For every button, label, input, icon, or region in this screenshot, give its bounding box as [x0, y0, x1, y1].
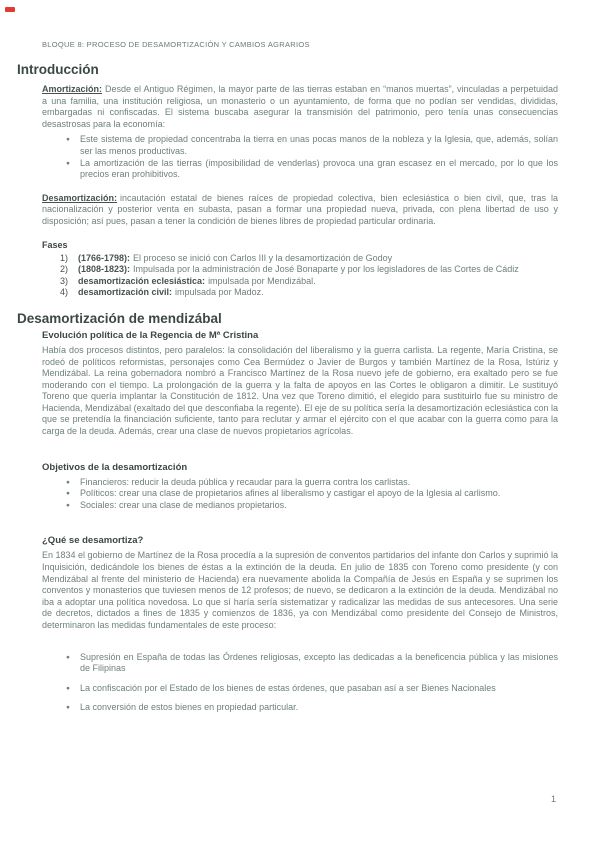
fases-numbered-list: [60, 253, 558, 299]
numbered-item: [60, 287, 558, 299]
list-item: ● Supresión en España de todas las Órdenes religiosas, excepto las dedicadas a la beneficencia pública y las misiones de Filipinas: [66, 652, 558, 675]
numbered-item: [60, 253, 558, 265]
paragraph-que-se-desamortiza: En 1834 el gobierno de Martínez de la Rosa procedía a la supresión de conventos partidarios del infante don Carlos y suprimió la Inquisición, dedicándole los bienes de éstas a la extinción de la deuda. En julio de 1835 con Toreno como presidente (y con Mendizábal al frente del ministerio de Hacienda) era nuevamente abolida la Compañía de Jesús en España y se suprimen los conventos y monasterios que tuviesen menos de 12 profesos; de nuevo, se dedicaron a la extinción de la deuda. Mendizábal no iba a adoptar una política novedosa. Lo que sí haría sería sistematizar y radicalizar las medidas de sus antecesores. Una serie de decretos, dictados a fines de 1835 y comienzos de 1836, ya con Mendizábal como presidente del Consejo de Ministros, determinaron las medidas fundamentales de este proceso:: [42, 550, 558, 630]
red-annotation-mark: [5, 7, 15, 12]
list-item: ● La conversión de estos bienes en propiedad particular.: [66, 702, 558, 714]
term-amortizacion: Amortización:: [42, 84, 103, 94]
section-title-mendizabal: Desamortización de mendizábal: [17, 310, 222, 326]
list-item: ● Sociales: crear una clase de medianos propietarios.: [66, 500, 558, 512]
subheading-que-se-desamortiza: ¿Qué se desamortiza?: [42, 535, 144, 547]
amortizacion-bullet-list: [66, 134, 558, 180]
list-item: ● Este sistema de propiedad concentraba la tierra en unas pocas manos de la nobleza y la Iglesia, que, además, solían ser las menos productivas.: [66, 134, 558, 157]
item-lead: (1808-1823):: [78, 264, 131, 275]
item-body: impulsada por Madoz.: [175, 287, 264, 298]
item-lead: desamortización eclesiástica:: [78, 275, 206, 286]
item-number: 1): [60, 252, 69, 263]
paragraph-text: Desde el Antiguo Régimen, la mayor parte de las tierras estaban en “manos muertas”, vinculadas a perpetuidad a una familia, una institución religiosa, un monasterio o un ayuntamiento, de forma que no podían ser vendidas, divididas, embargadas ni confiscadas. El sistema buscaba asegurar la transmisión del patrimonio, pero tenía unas consecuencias desastrosas para la economía:: [42, 84, 558, 129]
item-number: 2): [60, 264, 69, 275]
item-lead: desamortización civil:: [78, 287, 173, 298]
list-item: ● La confiscación por el Estado de los bienes de estas órdenes, que pasaban así a ser Bienes Nacionales: [66, 683, 558, 695]
item-text: [78, 287, 558, 299]
item-body: impulsada por Mendizábal.: [208, 275, 316, 286]
item-number: 4): [60, 287, 69, 298]
paragraph-desamortizacion: [42, 193, 558, 228]
item-body: Impulsada por la administración de José Bonaparte y por los legisladores de las Cortes de Cádiz: [133, 264, 519, 275]
subheading-fases: Fases: [42, 239, 68, 250]
numbered-item: [60, 264, 558, 276]
numbered-item: [60, 276, 558, 288]
section-title-introduccion: Introducción: [17, 62, 99, 77]
item-text: [78, 264, 558, 276]
paragraph-amortizacion: [42, 84, 558, 130]
list-item: ● La amortización de las tierras (imposibilidad de venderlas) provoca una gran escasez en el mercado, por lo que los precios eran prohibitivos.: [66, 158, 558, 181]
list-item: ● Financieros: reducir la deuda pública y recaudar para la guerra contra los carlistas.: [66, 477, 558, 489]
list-item: ● Políticos: crear una clase de propietarios afines al liberalismo y castigar el apoyo de la Iglesia al carlismo.: [66, 488, 558, 500]
item-text: [78, 253, 558, 265]
subheading-evolucion: Evolución política de la Regencia de Mª Cristina: [42, 329, 259, 341]
item-text: [78, 276, 558, 288]
item-lead: (1766-1798):: [78, 252, 131, 263]
subheading-objetivos: Objetivos de la desamortización: [42, 461, 188, 473]
paragraph-text: incautación estatal de bienes raíces de propiedad colectiva, bien eclesiástica o bien civil, que, tras la nacionalización y posterior venta en subasta, pasan a formar una propiedad nueva, privada, con plena libertad de uso y disposición; así pues, pasan a tener la condición de bienes libres de propiedad particular ordinaria.: [42, 192, 558, 226]
term-desamortizacion: Desamortización:: [42, 192, 118, 203]
decretos-bullet-list: [66, 652, 558, 714]
page-number: 1: [550, 794, 556, 804]
paragraph-evolucion: Había dos procesos distintos, pero paralelos: la consolidación del liberalismo y la guerra carlista. La regente, María Cristina, se rodeó de políticos reformistas, personajes como Cea Bermúdez o Javier de Burgos y también Martínez de la Rosa, Istúriz y Mendizábal. La reina gobernadora nombró a Francisco Martínez de la Rosa nuevo jefe de gobierno, era exaltado pero se fue moderando con el tiempo. La prolongación de la guerra y la falta de apoyos en las Cortes le obligaron a dimitir. Le sustituyó Toreno que quería implantar la Constitución de 1812. Una vez que Toreno dimitió, el elegido para sustituirlo fue su ministro de Hacienda, Mendizábal (exaltado del que desconfiaba la regente). El eje de su política sería la desamortización eclesiástica con la que se pretendía la financiación suficiente, tanto para reclutar y armar el ejército con el que acabar con la guerra como para la carga de la deuda. Además, crear una clase de nuevos propietarios agrícolas.: [42, 344, 558, 437]
document-header: BLOQUE 8: PROCESO DE DESAMORTIZACIÓN Y CAMBIOS AGRARIOS: [42, 40, 310, 49]
objetivos-bullet-list: [66, 477, 558, 512]
item-body: El proceso se inició con Carlos III y la desamortización de Godoy: [133, 252, 393, 263]
item-number: 3): [60, 275, 69, 286]
